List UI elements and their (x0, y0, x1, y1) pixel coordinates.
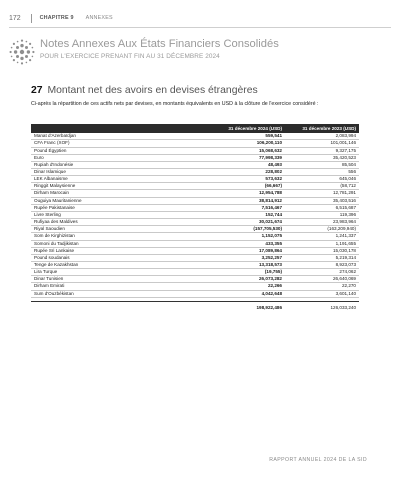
table-row (31, 147, 359, 154)
row-label: Dirham Marocain (31, 190, 211, 197)
logo-icon (9, 39, 35, 65)
row-label: LEK Albanaisme (31, 176, 211, 183)
value-2023: 8,923,073 (285, 262, 359, 269)
value-2024: 38,814,912 (211, 197, 285, 204)
value-2023: 119,396 (285, 211, 359, 218)
page-number: 172 (9, 14, 21, 22)
page-footer: RAPPORT ANNUEL 2024 DE LA SID (269, 457, 367, 463)
value-2024: 12,954,788 (211, 190, 285, 197)
row-label: Rupée Pakistanaise (31, 204, 211, 211)
table-row (31, 254, 359, 261)
row-label: Manat d'Azerbaïdjan (31, 133, 211, 140)
value-2023: 101,001,146 (285, 140, 359, 147)
value-2024: 573,632 (211, 176, 285, 183)
row-label: Riyal Saoudien (31, 226, 211, 233)
value-2023: 26,640,069 (285, 276, 359, 283)
table-row (31, 240, 359, 247)
note-heading (31, 85, 258, 96)
row-label: Pound soudanais (31, 254, 211, 261)
row-label: Dinar Tunisien (31, 276, 211, 283)
value-2023: 22,270 (285, 283, 359, 290)
row-label: Dinar Islamique (31, 168, 211, 175)
table-row (31, 262, 359, 269)
value-2024: 7,516,467 (211, 204, 285, 211)
value-2023: (163,209,940) (285, 226, 359, 233)
row-label: Somoni du Tadjikistan (31, 240, 211, 247)
row-label: Ringgit Malaysienne (31, 183, 211, 190)
note-intro: Ci-après la répartition de ces actifs nets par devises, en montants équivalents en USD à la clôture de l'exercice considéré : (31, 101, 319, 107)
row-label: Rupée Sri Lankaise (31, 247, 211, 254)
value-2024: 13,318,573 (211, 262, 285, 269)
value-2023: 2,083,994 (285, 133, 359, 140)
table-row (31, 247, 359, 254)
table-row (31, 276, 359, 283)
value-2024: 26,073,282 (211, 276, 285, 283)
row-label: CFA Franc (XOF) (31, 140, 211, 147)
table-row (31, 204, 359, 211)
header-label-cell (31, 124, 211, 133)
row-label: Ouguiya Mauritanienne (31, 197, 211, 204)
total-row (31, 301, 359, 314)
value-2024: 17,089,864 (211, 247, 285, 254)
note-number: 27 (31, 85, 43, 96)
row-label: Som de Kirghizistan (31, 233, 211, 240)
total-label (31, 301, 211, 314)
table-row (31, 219, 359, 226)
row-label: Lira Turque (31, 269, 211, 276)
value-2024: 3,252,257 (211, 254, 285, 261)
value-2023: 556 (285, 168, 359, 175)
value-2023: 645,046 (285, 176, 359, 183)
value-2023: 6,515,687 (285, 204, 359, 211)
table-row (31, 283, 359, 290)
table-row (31, 168, 359, 175)
total-2023: 126,033,240 (330, 304, 356, 310)
table-row (31, 269, 359, 276)
value-2024: (19,755) (211, 269, 285, 276)
table-row (31, 140, 359, 147)
value-2024: 228,802 (211, 168, 285, 175)
table-row (31, 183, 359, 190)
table-row (31, 233, 359, 240)
row-label: Euro (31, 154, 211, 161)
value-2024: 30,021,674 (211, 219, 285, 226)
table-body (31, 133, 359, 314)
chapter-label: CHAPITRE 9 (39, 15, 74, 21)
note-title: Montant net des avoirs en devises étrangères (47, 85, 258, 96)
table-row (31, 154, 359, 161)
value-2024: 15,068,632 (211, 147, 285, 154)
value-2023: 85,504 (285, 161, 359, 168)
value-2024: 559,541 (211, 133, 285, 140)
row-label: Rufiyaa des Maldives (31, 219, 211, 226)
total-2024: 198,922,486 (256, 304, 282, 310)
value-2024: 106,200,110 (211, 140, 285, 147)
table-row (31, 290, 359, 297)
table-row (31, 161, 359, 168)
table-row (31, 133, 359, 140)
section-label: ANNEXES (85, 15, 113, 21)
value-2023: 35,403,516 (285, 197, 359, 204)
value-2023: 9,327,175 (285, 147, 359, 154)
row-label: Rupiah d'Indonésie (31, 161, 211, 168)
table-row (31, 211, 359, 218)
value-2024: 1,152,075 (211, 233, 285, 240)
value-2024: 77,998,339 (211, 154, 285, 161)
row-label: Livre Sterling (31, 211, 211, 218)
table-row (31, 197, 359, 204)
value-2023: 15,030,178 (285, 247, 359, 254)
value-2024: (66,667) (211, 183, 285, 190)
table-header-row (31, 124, 359, 133)
value-2023: (58,712 (285, 183, 359, 190)
value-2023: 5,219,314 (285, 254, 359, 261)
header-rule (9, 27, 391, 28)
value-2024: 48,493 (211, 161, 285, 168)
column-header-2024: 31 décembre 2024 (USD) (211, 124, 285, 133)
value-2023: 1,191,655 (285, 240, 359, 247)
table-row (31, 226, 359, 233)
value-2024: 152,744 (211, 211, 285, 218)
column-header-2023: 31 décembre 2023 (USD) (285, 124, 359, 133)
row-label: Sum d'Ouzbékistan (31, 290, 211, 297)
value-2024: (157,705,530) (211, 226, 285, 233)
value-2024: 4,042,648 (211, 290, 285, 297)
currency-table (31, 124, 359, 314)
header-divider (31, 14, 32, 23)
document-subtitle: POUR L'EXERCICE PRENANT FIN AU 31 DÉCEMBRE 2024 (40, 53, 220, 60)
value-2023: 12,781,291 (285, 190, 359, 197)
row-label: Tenge de Kazakhstan (31, 262, 211, 269)
row-label: Dirham Emirati (31, 283, 211, 290)
value-2023: 1,241,337 (285, 233, 359, 240)
page-header (9, 12, 113, 24)
document-title: Notes Annexes Aux États Financiers Consolidés (40, 38, 279, 50)
row-label: Pound Égyptien (31, 147, 211, 154)
value-2024: 433,355 (211, 240, 285, 247)
value-2023: 3,601,140 (285, 290, 359, 297)
value-2023: 35,420,523 (285, 154, 359, 161)
table-row (31, 176, 359, 183)
value-2023: 23,983,964 (285, 219, 359, 226)
value-2023: 274,062 (285, 269, 359, 276)
table-row (31, 190, 359, 197)
value-2024: 22,266 (211, 283, 285, 290)
